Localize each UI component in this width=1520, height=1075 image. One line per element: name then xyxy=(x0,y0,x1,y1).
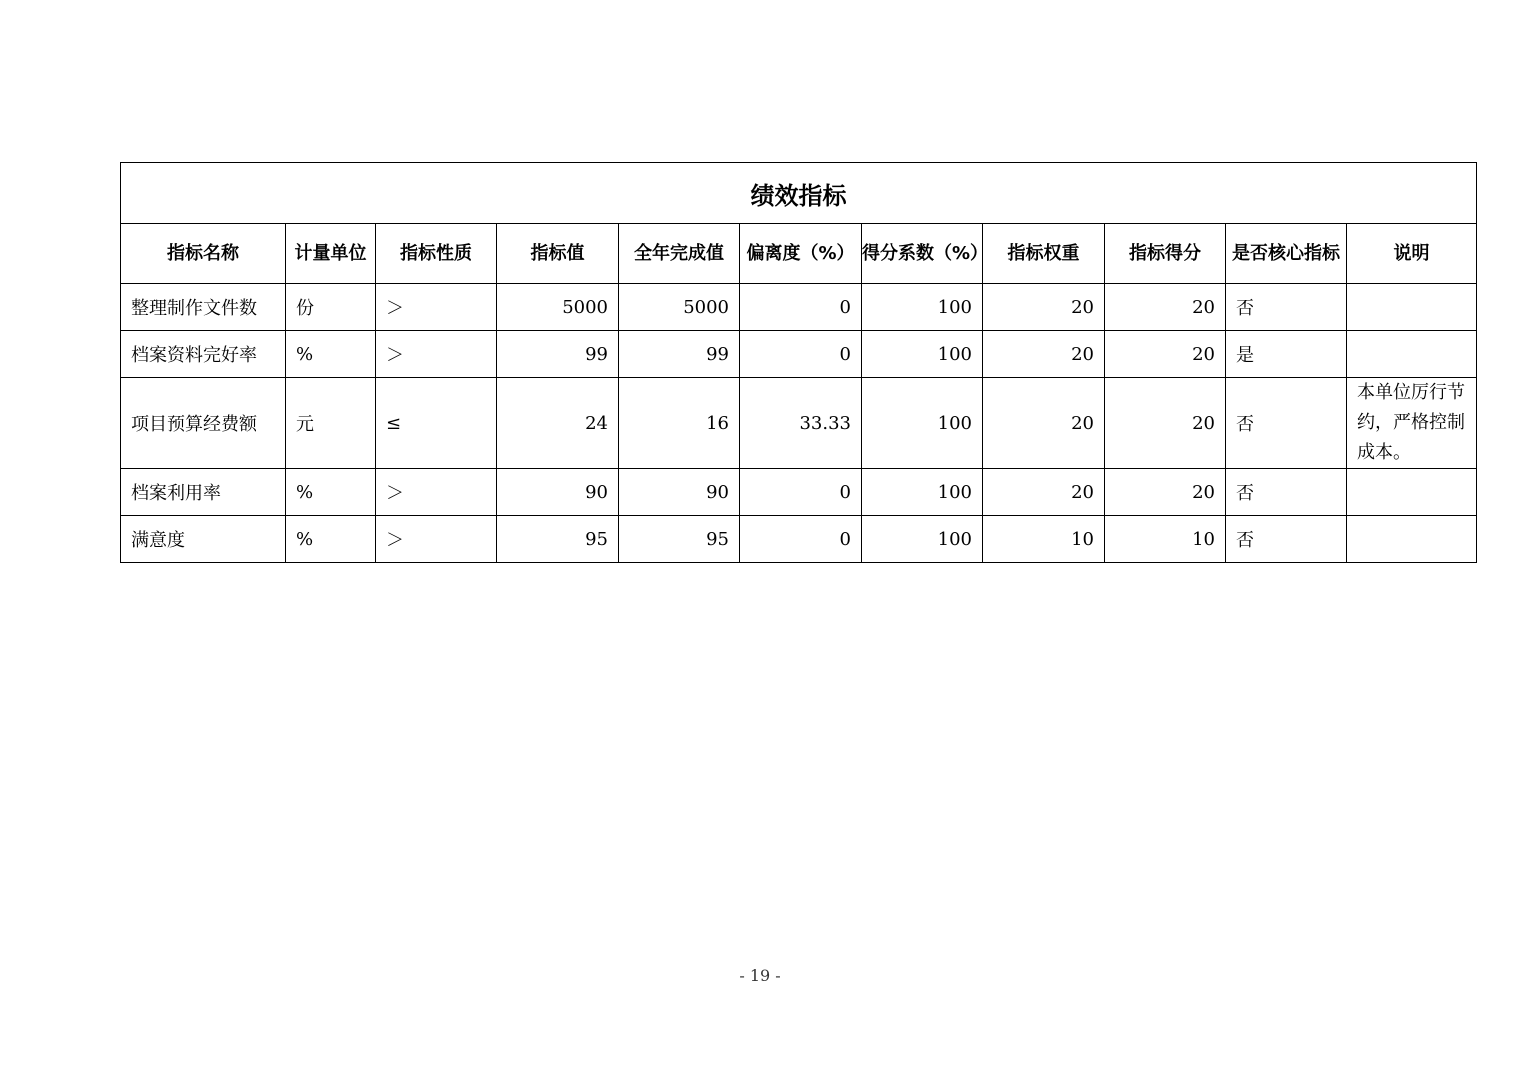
cell-target-value: 90 xyxy=(497,469,619,516)
cell-weight: 20 xyxy=(983,284,1105,331)
header-unit: 计量单位 xyxy=(286,224,376,284)
cell-score: 20 xyxy=(1105,378,1226,469)
cell-nature: ＞ xyxy=(376,284,497,331)
cell-is-core: 否 xyxy=(1226,284,1347,331)
cell-is-core: 是 xyxy=(1226,331,1347,378)
cell-completion-value: 5000 xyxy=(619,284,740,331)
cell-note xyxy=(1347,516,1477,563)
cell-weight: 20 xyxy=(983,469,1105,516)
cell-nature: ＞ xyxy=(376,331,497,378)
cell-completion-value: 16 xyxy=(619,378,740,469)
cell-deviation: 0 xyxy=(740,284,862,331)
cell-score-coefficient: 100 xyxy=(862,331,983,378)
cell-completion-value: 90 xyxy=(619,469,740,516)
cell-note xyxy=(1347,284,1477,331)
cell-note xyxy=(1347,331,1477,378)
cell-deviation: 0 xyxy=(740,331,862,378)
cell-deviation: 0 xyxy=(740,516,862,563)
header-annual-completion: 全年完成值 xyxy=(619,224,740,284)
cell-indicator-name: 档案利用率 xyxy=(121,469,286,516)
table-title: 绩效指标 xyxy=(121,163,1477,224)
cell-is-core: 否 xyxy=(1226,516,1347,563)
cell-unit: % xyxy=(286,469,376,516)
cell-note: 本单位厉行节约，严格控制成本。 xyxy=(1347,378,1477,469)
cell-nature: ＞ xyxy=(376,469,497,516)
cell-completion-value: 99 xyxy=(619,331,740,378)
cell-target-value: 95 xyxy=(497,516,619,563)
cell-weight: 10 xyxy=(983,516,1105,563)
header-is-core: 是否核心指标 xyxy=(1226,224,1347,284)
cell-unit: % xyxy=(286,331,376,378)
cell-score: 20 xyxy=(1105,331,1226,378)
cell-score-coefficient: 100 xyxy=(862,284,983,331)
cell-indicator-name: 整理制作文件数 xyxy=(121,284,286,331)
header-indicator-name: 指标名称 xyxy=(121,224,286,284)
cell-unit: % xyxy=(286,516,376,563)
cell-score: 20 xyxy=(1105,284,1226,331)
table-row xyxy=(121,378,1477,469)
cell-score-coefficient: 100 xyxy=(862,516,983,563)
cell-indicator-name: 满意度 xyxy=(121,516,286,563)
cell-weight: 20 xyxy=(983,331,1105,378)
cell-indicator-name: 档案资料完好率 xyxy=(121,331,286,378)
cell-score: 10 xyxy=(1105,516,1226,563)
cell-indicator-name: 项目预算经费额 xyxy=(121,378,286,469)
header-indicator-nature: 指标性质 xyxy=(376,224,497,284)
cell-score-coefficient: 100 xyxy=(862,378,983,469)
table-row xyxy=(121,284,1477,331)
cell-is-core: 否 xyxy=(1226,469,1347,516)
cell-note xyxy=(1347,469,1477,516)
cell-completion-value: 95 xyxy=(619,516,740,563)
cell-unit: 份 xyxy=(286,284,376,331)
cell-score-coefficient: 100 xyxy=(862,469,983,516)
table-row xyxy=(121,331,1477,378)
header-row xyxy=(121,224,1477,284)
cell-unit: 元 xyxy=(286,378,376,469)
cell-target-value: 5000 xyxy=(497,284,619,331)
cell-deviation: 0 xyxy=(740,469,862,516)
cell-target-value: 99 xyxy=(497,331,619,378)
header-score: 指标得分 xyxy=(1105,224,1226,284)
cell-score: 20 xyxy=(1105,469,1226,516)
cell-nature: ＞ xyxy=(376,516,497,563)
header-indicator-value: 指标值 xyxy=(497,224,619,284)
header-score-coefficient: 得分系数（%） xyxy=(862,224,983,284)
header-deviation: 偏离度（%） xyxy=(740,224,862,284)
cell-nature: ≤ xyxy=(376,378,497,469)
page-number: - 19 - xyxy=(739,966,781,985)
cell-weight: 20 xyxy=(983,378,1105,469)
table-row xyxy=(121,469,1477,516)
cell-target-value: 24 xyxy=(497,378,619,469)
performance-indicator-table xyxy=(120,162,1477,563)
header-weight: 指标权重 xyxy=(983,224,1105,284)
header-note: 说明 xyxy=(1347,224,1477,284)
cell-is-core: 否 xyxy=(1226,378,1347,469)
cell-deviation: 33.33 xyxy=(740,378,862,469)
table-row xyxy=(121,516,1477,563)
